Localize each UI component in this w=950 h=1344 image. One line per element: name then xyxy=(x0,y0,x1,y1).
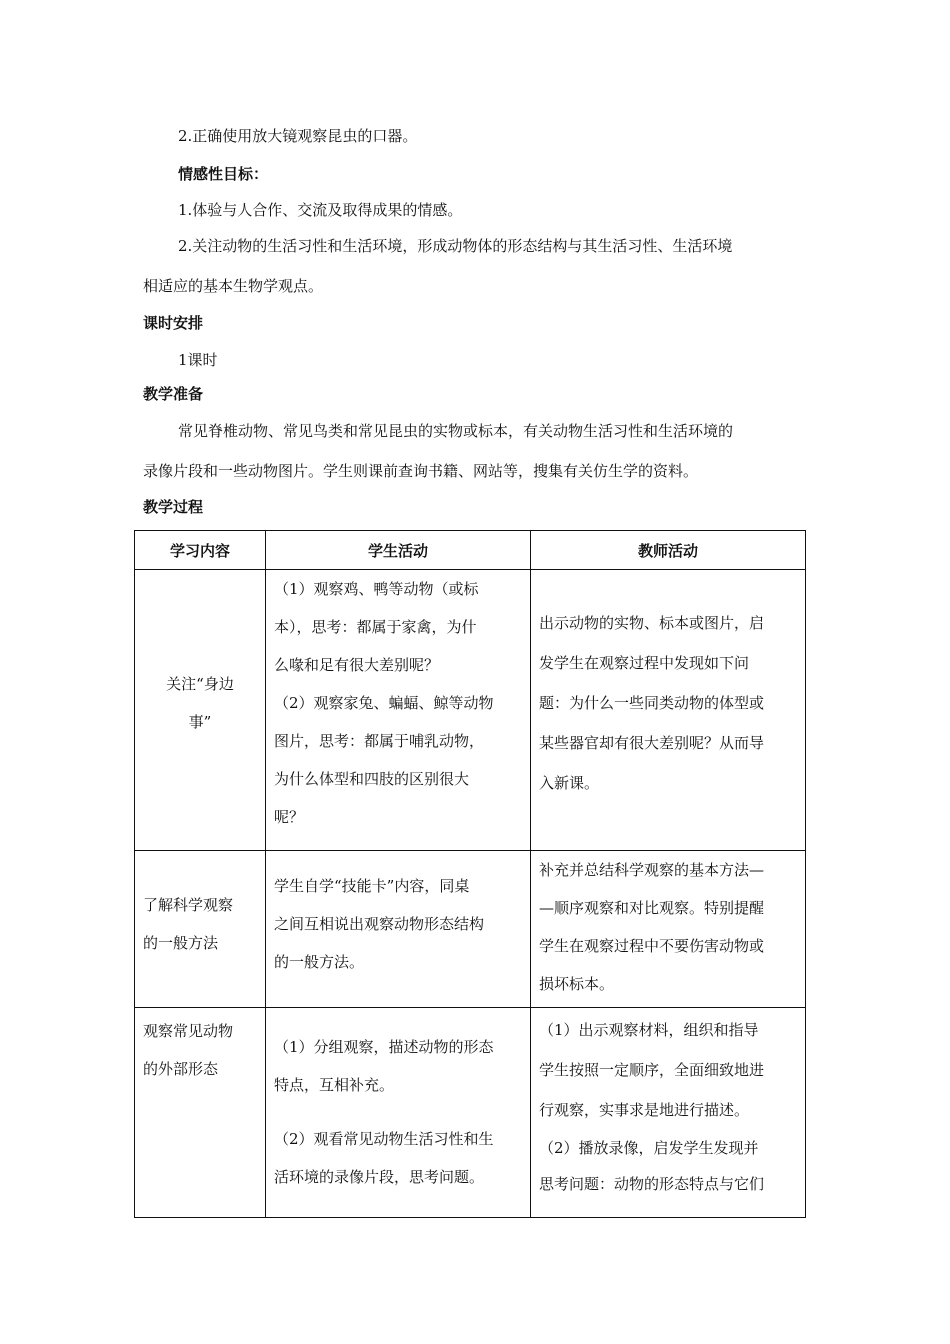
affective-goals-heading: 情感性目标： xyxy=(178,165,269,183)
teacher-activity-cell xyxy=(531,1008,806,1218)
content-cell xyxy=(135,851,266,1008)
teacher-text: 思考问题：动物的形态特点与它们 xyxy=(539,1175,765,1193)
schedule-value: 1课时 xyxy=(178,351,218,369)
student-text: （1）分组观察，描述动物的形态 xyxy=(274,1038,494,1056)
content-text: 的外部形态 xyxy=(143,1060,219,1078)
teacher-text: （1）出示观察材料，组织和指导 xyxy=(539,1021,759,1039)
student-activity-cell xyxy=(266,570,531,851)
teacher-text: （2）播放录像，启发学生发现并 xyxy=(539,1139,759,1157)
student-text: （2）观看常见动物生活习性和生 xyxy=(274,1130,494,1148)
affective-goal-2-line-1: 2.关注动物的生活习性和生活环境，形成动物体的形态结构与其生活习性、生活环境 xyxy=(178,237,733,255)
content-text: 观察常见动物 xyxy=(143,1022,234,1040)
affective-goal-1: 1.体验与人合作、交流及取得成果的情感。 xyxy=(178,201,463,219)
teaching-process-table xyxy=(134,530,806,1218)
process-heading: 教学过程 xyxy=(143,498,204,516)
preparation-line-2: 录像片段和一些动物图片。学生则课前查询书籍、网站等，搜集有关仿生学的资料。 xyxy=(143,462,699,480)
teacher-text: 行观察，实事求是地进行描述。 xyxy=(539,1101,750,1119)
table-header-row xyxy=(135,531,806,570)
header-student-activity: 学生活动 xyxy=(266,531,531,570)
preparation-heading: 教学准备 xyxy=(143,385,204,403)
student-text: 学生自学“技能卡”内容，同桌 xyxy=(274,877,470,895)
content-text: 了解科学观察 xyxy=(143,896,234,914)
content-text: 关注“身边 xyxy=(166,675,234,693)
content-cell xyxy=(135,570,266,851)
teacher-text: 发学生在观察过程中发现如下问 xyxy=(539,654,750,672)
teacher-activity-cell xyxy=(531,570,806,851)
teacher-text: 学生按照一定顺序，全面细致地进 xyxy=(539,1061,765,1079)
header-teacher-activity: 教师活动 xyxy=(531,531,806,570)
preparation-line-1: 常见脊椎动物、常见鸟类和常见昆虫的实物或标本，有关动物生活习性和生活环境的 xyxy=(178,422,734,440)
table-row xyxy=(135,1008,806,1218)
student-text: 图片，思考：都属于哺乳动物， xyxy=(274,732,485,750)
schedule-heading: 课时安排 xyxy=(143,314,204,332)
content-text: 事” xyxy=(188,713,212,731)
goal-line-2: 2.正确使用放大镜观察昆虫的口器。 xyxy=(178,127,418,145)
teacher-text: 损坏标本。 xyxy=(539,975,615,993)
student-activity-cell xyxy=(266,851,531,1008)
student-text: 为什么体型和四肢的区别很大 xyxy=(274,770,470,788)
table-row xyxy=(135,851,806,1008)
student-text: 呢？ xyxy=(274,808,305,826)
content-cell xyxy=(135,1008,266,1218)
teacher-text: 题：为什么一些同类动物的体型或 xyxy=(539,694,765,712)
teacher-text: —顺序观察和对比观察。特别提醒 xyxy=(539,899,765,917)
teacher-text: 学生在观察过程中不要伤害动物或 xyxy=(539,937,765,955)
header-learning-content: 学习内容 xyxy=(135,531,266,570)
teacher-text: 某些器官却有很大差别呢？从而导 xyxy=(539,734,765,752)
student-text: （2）观察家兔、蝙蝠、鲸等动物 xyxy=(274,694,494,712)
content-text: 的一般方法 xyxy=(143,934,219,952)
student-text: 么喙和足有很大差别呢？ xyxy=(274,656,440,674)
teacher-text: 出示动物的实物、标本或图片，启 xyxy=(539,614,765,632)
student-text: 的一般方法。 xyxy=(274,953,365,971)
teacher-text: 入新课。 xyxy=(539,774,600,792)
affective-goal-2-line-2: 相适应的基本生物学观点。 xyxy=(143,277,324,295)
student-text: 活环境的录像片段，思考问题。 xyxy=(274,1168,485,1186)
teacher-text: 补充并总结科学观察的基本方法— xyxy=(539,861,765,879)
teacher-activity-cell xyxy=(531,851,806,1008)
table-row xyxy=(135,570,806,851)
student-text: 特点，互相补充。 xyxy=(274,1076,395,1094)
student-text: 之间互相说出观察动物形态结构 xyxy=(274,915,485,933)
student-text: 本），思考：都属于家禽，为什 xyxy=(274,618,477,636)
student-text: （1）观察鸡、鸭等动物（或标 xyxy=(274,580,479,598)
student-activity-cell xyxy=(266,1008,531,1218)
